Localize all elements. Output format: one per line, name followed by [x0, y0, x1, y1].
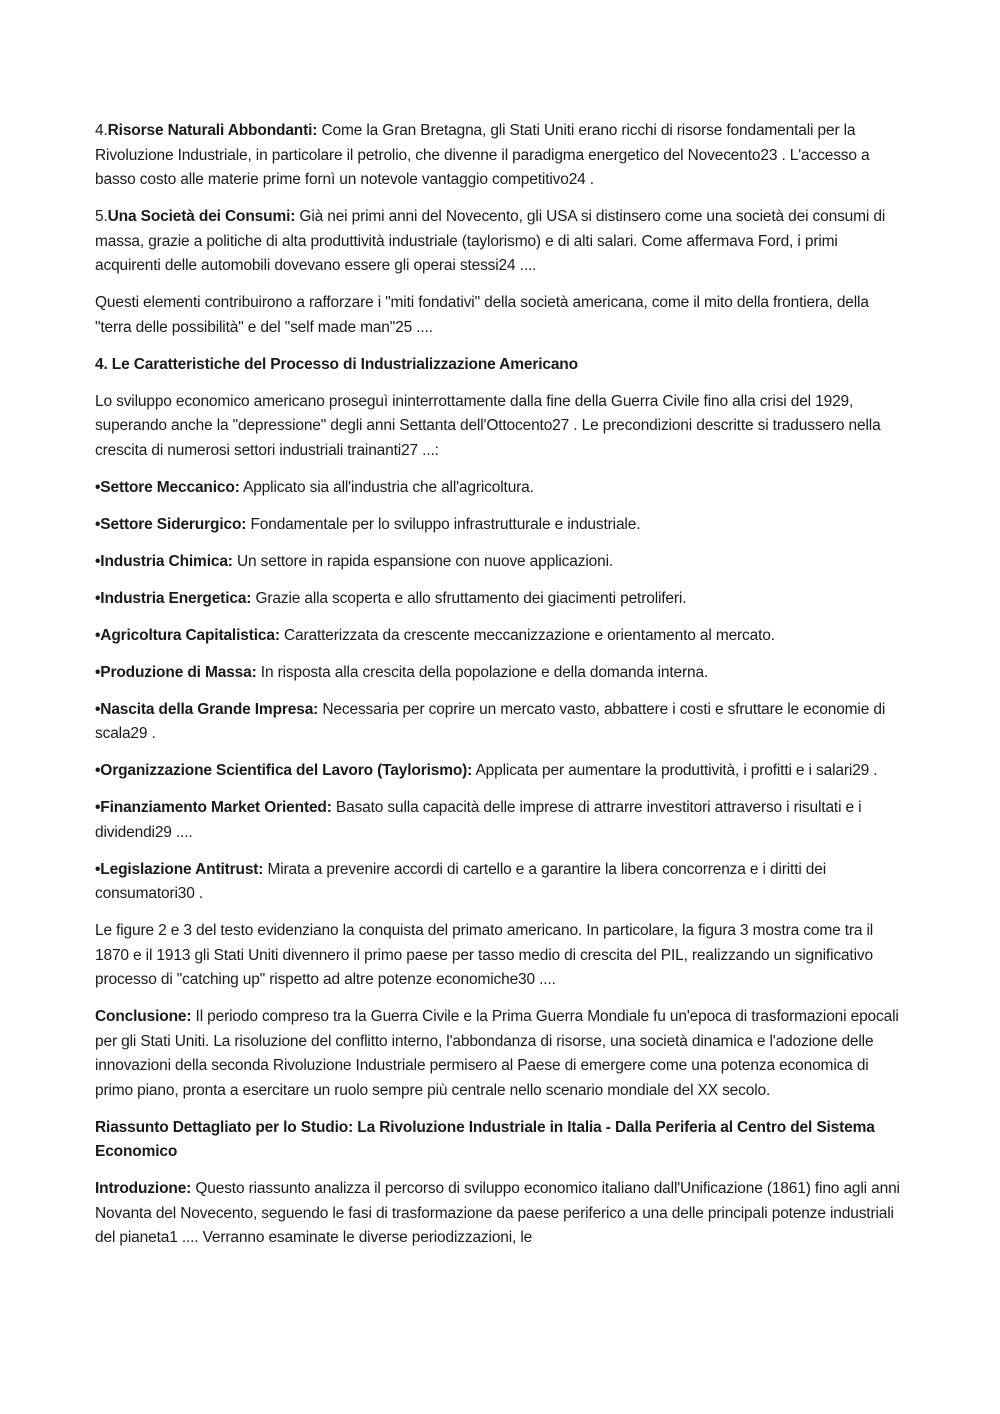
paragraph-lead-term: Una Società dei Consumi: — [107, 208, 296, 225]
paragraph-text: Applicato sia all'industria che all'agricoltura. — [239, 478, 534, 496]
paragraph-lead-term: Risorse Naturali Abbondanti: — [107, 122, 318, 139]
bullet-marker: • — [95, 626, 101, 644]
paragraph-lead-term: Organizzazione Scientifica del Lavoro (Taylorismo): — [100, 762, 473, 779]
paragraph-text: Come la Gran Bretagna, gli Stati Uniti erano ricchi di risorse fondamentali per la Rivoluzione Industriale, in particolare il petrolio, che divenne il paradigma energetico del Novecento23 . L'accesso a basso costo alle materie prime fornì un notevole vantaggio competitivo24 . — [95, 122, 870, 188]
bullet-item — [95, 550, 905, 575]
bullet-item — [95, 698, 905, 747]
paragraph-text: Già nei primi anni del Novecento, gli USA si distinsero come una società dei consumi di massa, grazie a politiche di alta produttività industriale (taylorismo) e di alti salari. Come affermava Ford, i primi acquirenti delle automobili dovevano essere gli operai stessi24 .... — [95, 208, 886, 274]
paragraph-text: Un settore in rapida espansione con nuove applicazioni. — [232, 552, 614, 570]
bullet-marker: • — [95, 589, 101, 607]
bullet-marker: • — [95, 663, 101, 681]
bullet-item — [95, 587, 905, 612]
paragraph-text: Grazie alla scoperta e allo sfruttamento dei giacimenti petroliferi. — [251, 589, 687, 607]
bullet-marker: • — [95, 552, 101, 570]
paragraph-lead-term: Industria Chimica: — [100, 552, 233, 570]
paragraph-lead-term: Introduzione: — [95, 1180, 192, 1197]
numbered-paragraph — [95, 119, 905, 193]
numbered-paragraph — [95, 205, 905, 279]
paragraph-lead-term: Agricoltura Capitalistica: — [100, 626, 280, 644]
bullet-marker: • — [95, 860, 101, 878]
bullet-item — [95, 624, 905, 649]
paragraph-lead-term: Produzione di Massa: — [100, 663, 257, 681]
section-heading: 4. Le Caratteristiche del Processo di Industrializzazione Americano — [95, 355, 578, 373]
paragraph-text: Basato sulla capacità delle imprese di attrarre investitori attraverso i risultati e i dividendi29 .... — [95, 799, 862, 841]
paragraph-text: Fondamentale per lo sviluppo infrastrutturale e industriale. — [246, 515, 641, 533]
paragraph-lead-term: Settore Meccanico: — [100, 478, 240, 496]
bullet-item — [95, 759, 905, 784]
paragraph-lead-term: Legislazione Antitrust: — [100, 860, 264, 878]
bullet-marker: • — [95, 515, 101, 533]
paragraph-text: Questo riassunto analizza il percorso di sviluppo economico italiano dall'Unificazione (1861) fino agli anni Novanta del Novecento, seguendo le fasi di trasformazione da paese periferico a una delle principali potenze industriali del pianeta1 .... Verranno esaminate le diverse periodizzazioni, le — [95, 1180, 900, 1246]
paragraph-text: Necessaria per coprire un mercato vasto, abbattere i costi e sfruttare le economie di scala29 . — [95, 700, 886, 742]
paragraph-lead-term: Conclusione: — [95, 1008, 192, 1025]
item-number: 4. — [95, 122, 108, 139]
paragraph-text: Il periodo compreso tra la Guerra Civile e la Prima Guerra Mondiale fu un'epoca di trasformazioni epocali per gli Stati Uniti. La risoluzione del conflitto interno, l'abbondanza di risorse, una società dinamica e l'adozione delle innovazioni della seconda Rivoluzione Industriale permisero al Paese di emergere come una potenza economica di primo piano, pronta a esercitare un ruolo sempre più centrale nello scenario mondiale del XX secolo. — [95, 1008, 899, 1099]
paragraph-text: Mirata a prevenire accordi di cartello e a garantire la libera concorrenza e i diritti dei consumatori30 . — [95, 860, 827, 902]
paragraph-lead-term: Nascita della Grande Impresa: — [100, 700, 319, 718]
paragraph-lead-term: Finanziamento Market Oriented: — [100, 799, 332, 816]
paragraph-text: Questi elementi contribuirono a rafforzare i "miti fondativi" della società americana, come il mito della frontiera, della "terra delle possibilità" e del "self made man"25 .... — [95, 294, 869, 336]
bullet-marker: • — [95, 762, 101, 779]
paragraph-text: Lo sviluppo economico americano proseguì ininterrottamente dalla fine della Guerra Civile fino alla crisi del 1929, superando anche la "depressione" degli anni Settanta dell'Ottocento27 . Le precondizioni descritte si tradussero nella crescita di numerosi settori industriali trainanti27 ...: — [95, 392, 881, 459]
paragraph-lead-term: Settore Siderurgico: — [100, 515, 247, 533]
item-number: 5. — [95, 208, 108, 225]
bullet-marker: • — [95, 478, 101, 496]
bullet-marker: • — [95, 799, 101, 816]
paragraph-text: Caratterizzata da crescente meccanizzazione e orientamento al mercato. — [279, 626, 775, 644]
bullet-marker: • — [95, 700, 101, 718]
paragraph-lead-term: Industria Energetica: — [100, 589, 252, 607]
paragraph-text: Applicata per aumentare la produttività, i profitti e i salari29 . — [472, 762, 878, 779]
bullet-item — [95, 661, 905, 686]
paragraph-text: Le figure 2 e 3 del testo evidenziano la conquista del primato americano. In particolare, la figura 3 mostra come tra il 1870 e il 1913 gli Stati Uniti divennero il primo paese per tasso medio di crescita del PIL, realizzando un significativo processo di "catching up" rispetto ad altre potenze economiche30 .... — [95, 922, 874, 988]
paragraph — [95, 291, 905, 340]
bullet-item — [95, 513, 905, 538]
section-heading: Riassunto Dettagliato per lo Studio: La Rivoluzione Industriale in Italia - Dalla Periferia al Centro del Sistema Economico — [95, 1118, 875, 1160]
paragraph-text: In risposta alla crescita della popolazione e della domanda interna. — [256, 663, 709, 681]
paragraph — [95, 1177, 905, 1251]
paragraph — [95, 1005, 905, 1103]
paragraph — [95, 919, 905, 993]
paragraph — [95, 390, 905, 464]
bullet-item — [95, 858, 905, 907]
bullet-item — [95, 476, 905, 501]
bullet-item — [95, 796, 905, 845]
